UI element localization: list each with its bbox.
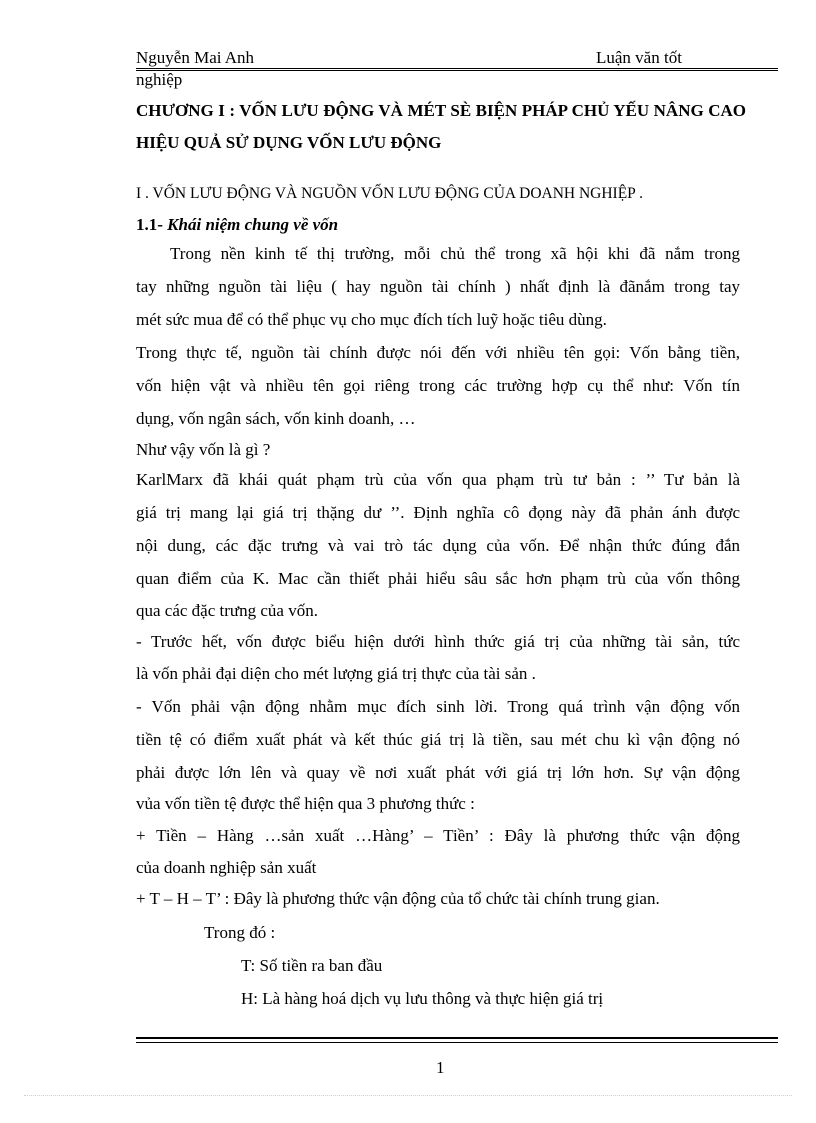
header-thesis-label: Luận văn tốt: [596, 48, 682, 67]
footer-rule-top: [136, 1037, 778, 1039]
body-line: + Tiền – Hàng …sản xuất …Hàng’ – Tiền’ : Đây là phương thức vận động: [136, 826, 740, 845]
subsection-heading: [136, 215, 338, 235]
subsection-title: Khái niệm chung về vốn: [167, 215, 339, 234]
chapter-title: CHƯƠNG I : VỐN LƯU ĐỘNG VÀ MÉT SÈ BIỆN PHÁP CHỦ YẾU NÂNG CAO HIỆU QUẢ SỬ DỤNG VỐN LƯU ĐỘNG: [136, 101, 746, 152]
body-line: tiền tệ có điểm xuất phát và kết thúc giá trị là tiền, sau mét chu kì vận động nó: [136, 730, 740, 749]
body-line: mét sức mua để có thể phục vụ cho mục đích tích luỹ hoặc tiêu dùng.: [136, 310, 607, 329]
body-line: vốn hiện vật và nhiều tên gọi riêng trong các trường hợp cụ thể như: Vốn tín: [136, 376, 740, 395]
body-line: Trong nền kinh tế thị trường, mỗi chủ thể trong xã hội khi đã nắm trong: [170, 244, 740, 263]
body-line: H: Là hàng hoá dịch vụ lưu thông và thực hiện giá trị: [241, 989, 604, 1008]
body-line: KarlMarx đã khái quát phạm trù của vốn qua phạm trù tư bản : ’’ Tư bản là: [136, 470, 740, 489]
body-line: vủa vốn tiền tệ được thể hiện qua 3 phương thức :: [136, 794, 475, 813]
body-line: - Vốn phải vận động nhằm mục đích sinh lời. Trong quá trình vận động vốn: [136, 697, 740, 716]
body-line: - Trước hết, vốn được biểu hiện dưới hình thức giá trị của những tài sản, tức: [136, 632, 740, 651]
body-line: qua các đặc trưng của vốn.: [136, 601, 318, 620]
body-line: là vốn phải đại diện cho mét lượng giá trị thực của tài sản .: [136, 664, 536, 683]
body-line: Trong đó :: [204, 923, 276, 942]
body-line: T: Số tiền ra ban đầu: [241, 956, 383, 975]
section-title: I . VỐN LƯU ĐỘNG VÀ NGUỒN VỐN LƯU ĐỘNG CỦA DOANH NGHIỆP .: [136, 185, 643, 202]
body-line: + T – H – T’ : Đây là phương thức vận động của tổ chức tài chính trung gian.: [136, 889, 660, 908]
body-line: phải được lớn lên và quay về nơi xuất phát với giá trị lớn hơn. Sự vận động: [136, 763, 740, 782]
page-number: 1: [436, 1058, 445, 1077]
body-line: quan điểm của K. Mac cần thiết phải hiểu sâu sắc hơn phạm trù của vốn thông: [136, 569, 740, 588]
body-line: tay những nguồn tài liệu ( hay nguồn tài chính ) nhất định là đãnắm trong tay: [136, 277, 740, 296]
body-line: giá trị mang lại giá trị thặng dư ’’. Định nghĩa cô đọng này đã phản ánh được: [136, 503, 740, 522]
body-line: Trong thực tế, nguồn tài chính được nói đến với nhiều tên gọi: Vốn bằng tiền,: [136, 343, 740, 362]
body-line: Như vậy vốn là gì ?: [136, 440, 271, 459]
subsection-number: 1.1-: [136, 215, 163, 234]
body-line: dụng, vốn ngân sách, vốn kinh doanh, …: [136, 409, 416, 428]
body-line: nội dung, các đặc trưng và vai trò tác dụng của vốn. Để nhận thức đúng đắn: [136, 536, 740, 555]
header-thesis-label-wrap: nghiệp: [136, 70, 183, 89]
header-rule-top: [136, 68, 778, 69]
header-author: Nguyễn Mai Anh: [136, 48, 255, 67]
page-bottom-dotted-line: [24, 1095, 792, 1096]
footer-rule-bottom: [136, 1042, 778, 1043]
header-rule-bottom: [136, 70, 778, 71]
body-line: của doanh nghiệp sản xuất: [136, 858, 317, 877]
